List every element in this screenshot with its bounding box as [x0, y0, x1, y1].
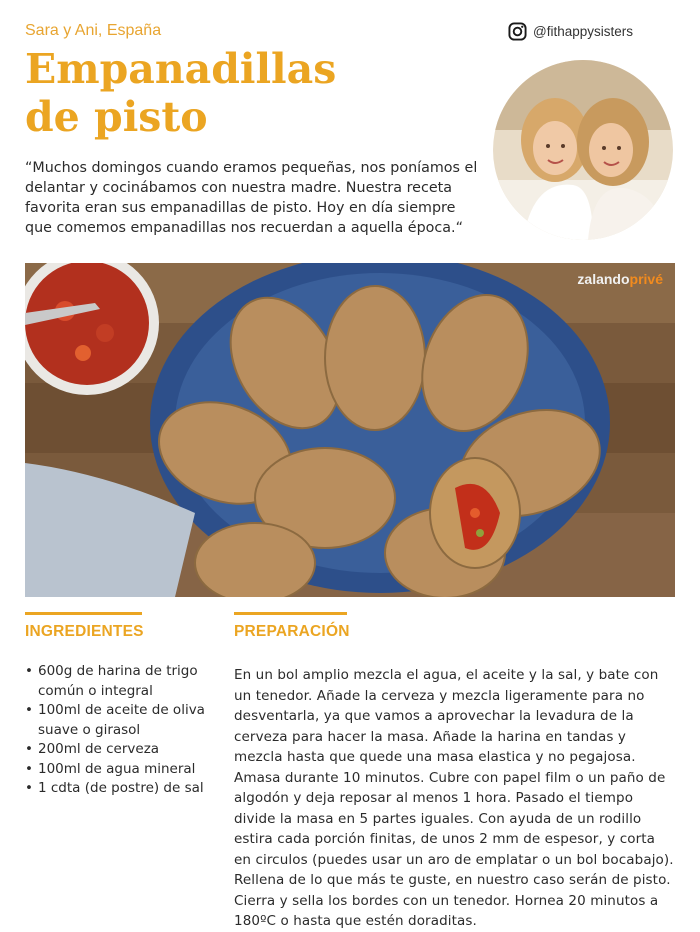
ingredient-item: • 100ml de aceite de oliva suave o girasol: [25, 701, 215, 740]
watermark-part2: privé: [629, 271, 663, 287]
ingredients-rule: [25, 612, 142, 615]
author-line: Sara y Ani, España: [25, 22, 162, 39]
title-line-2: de pisto: [25, 93, 208, 141]
recipe-title: [25, 45, 336, 141]
preparation-heading: PREPARACIÓN: [234, 623, 350, 640]
social-handle[interactable]: [508, 22, 633, 41]
instagram-icon: [508, 22, 527, 41]
ingredient-item: • 100ml de agua mineral: [25, 760, 215, 780]
ingredients-heading: INGREDIENTES: [25, 623, 144, 640]
preparation-text: En un bol amplio mezcla el agua, el aceite y la sal, y bate con un tenedor. Añade la cerveza y mezcla ligeramente para no desventarla, ya que vamos a aprovechar la levadura de la cerveza para hacer la masa. Añade la harina en tandas y mezcla hasta que quede una masa elastica y no pegajosa. Amasa durante 10 minutos. Cubre con papel film o un paño de algodón y deja reposar al menos 1 hora. Pasado el tiempo divide la masa en 5 partes iguales. Con ayuda de un rodillo estira cada porción finitas, de unos 2 mm de espesor, y corta en circulos (puedes usar un aro de emplatar o un bol bocabajo). Rellena de lo que más te guste, en nuestro caso serán de pisto. Cierra y sella los bordes con un tenedor. Hornea 20 minutos a 180ºC o hasta que estén doraditas.: [234, 667, 674, 929]
ingredients-list: [25, 662, 215, 799]
social-handle-text: @fithappysisters: [533, 24, 633, 39]
title-line-1: Empanadillas: [25, 45, 337, 93]
sisters-portrait: [493, 60, 673, 240]
ingredient-item: • 1 cdta (de postre) de sal: [25, 779, 215, 799]
intro-quote: “Muchos domingos cuando eramos pequeñas, nos poníamos el delantar y cocinábamos con nuestra madre. Nuestra receta favorita eran sus empanadillas de pisto. Hoy en día siempre que comemos empanadillas nos recuerdan a aquella época.“: [25, 160, 478, 236]
watermark-logo: [577, 271, 663, 287]
ingredient-item: • 200ml de cerveza: [25, 740, 215, 760]
watermark-part1: zalando: [577, 271, 630, 287]
preparation-rule: [234, 612, 347, 615]
ingredient-item: • 600g de harina de trigo común o integral: [25, 662, 215, 701]
empanadillas-photo: [25, 263, 675, 597]
